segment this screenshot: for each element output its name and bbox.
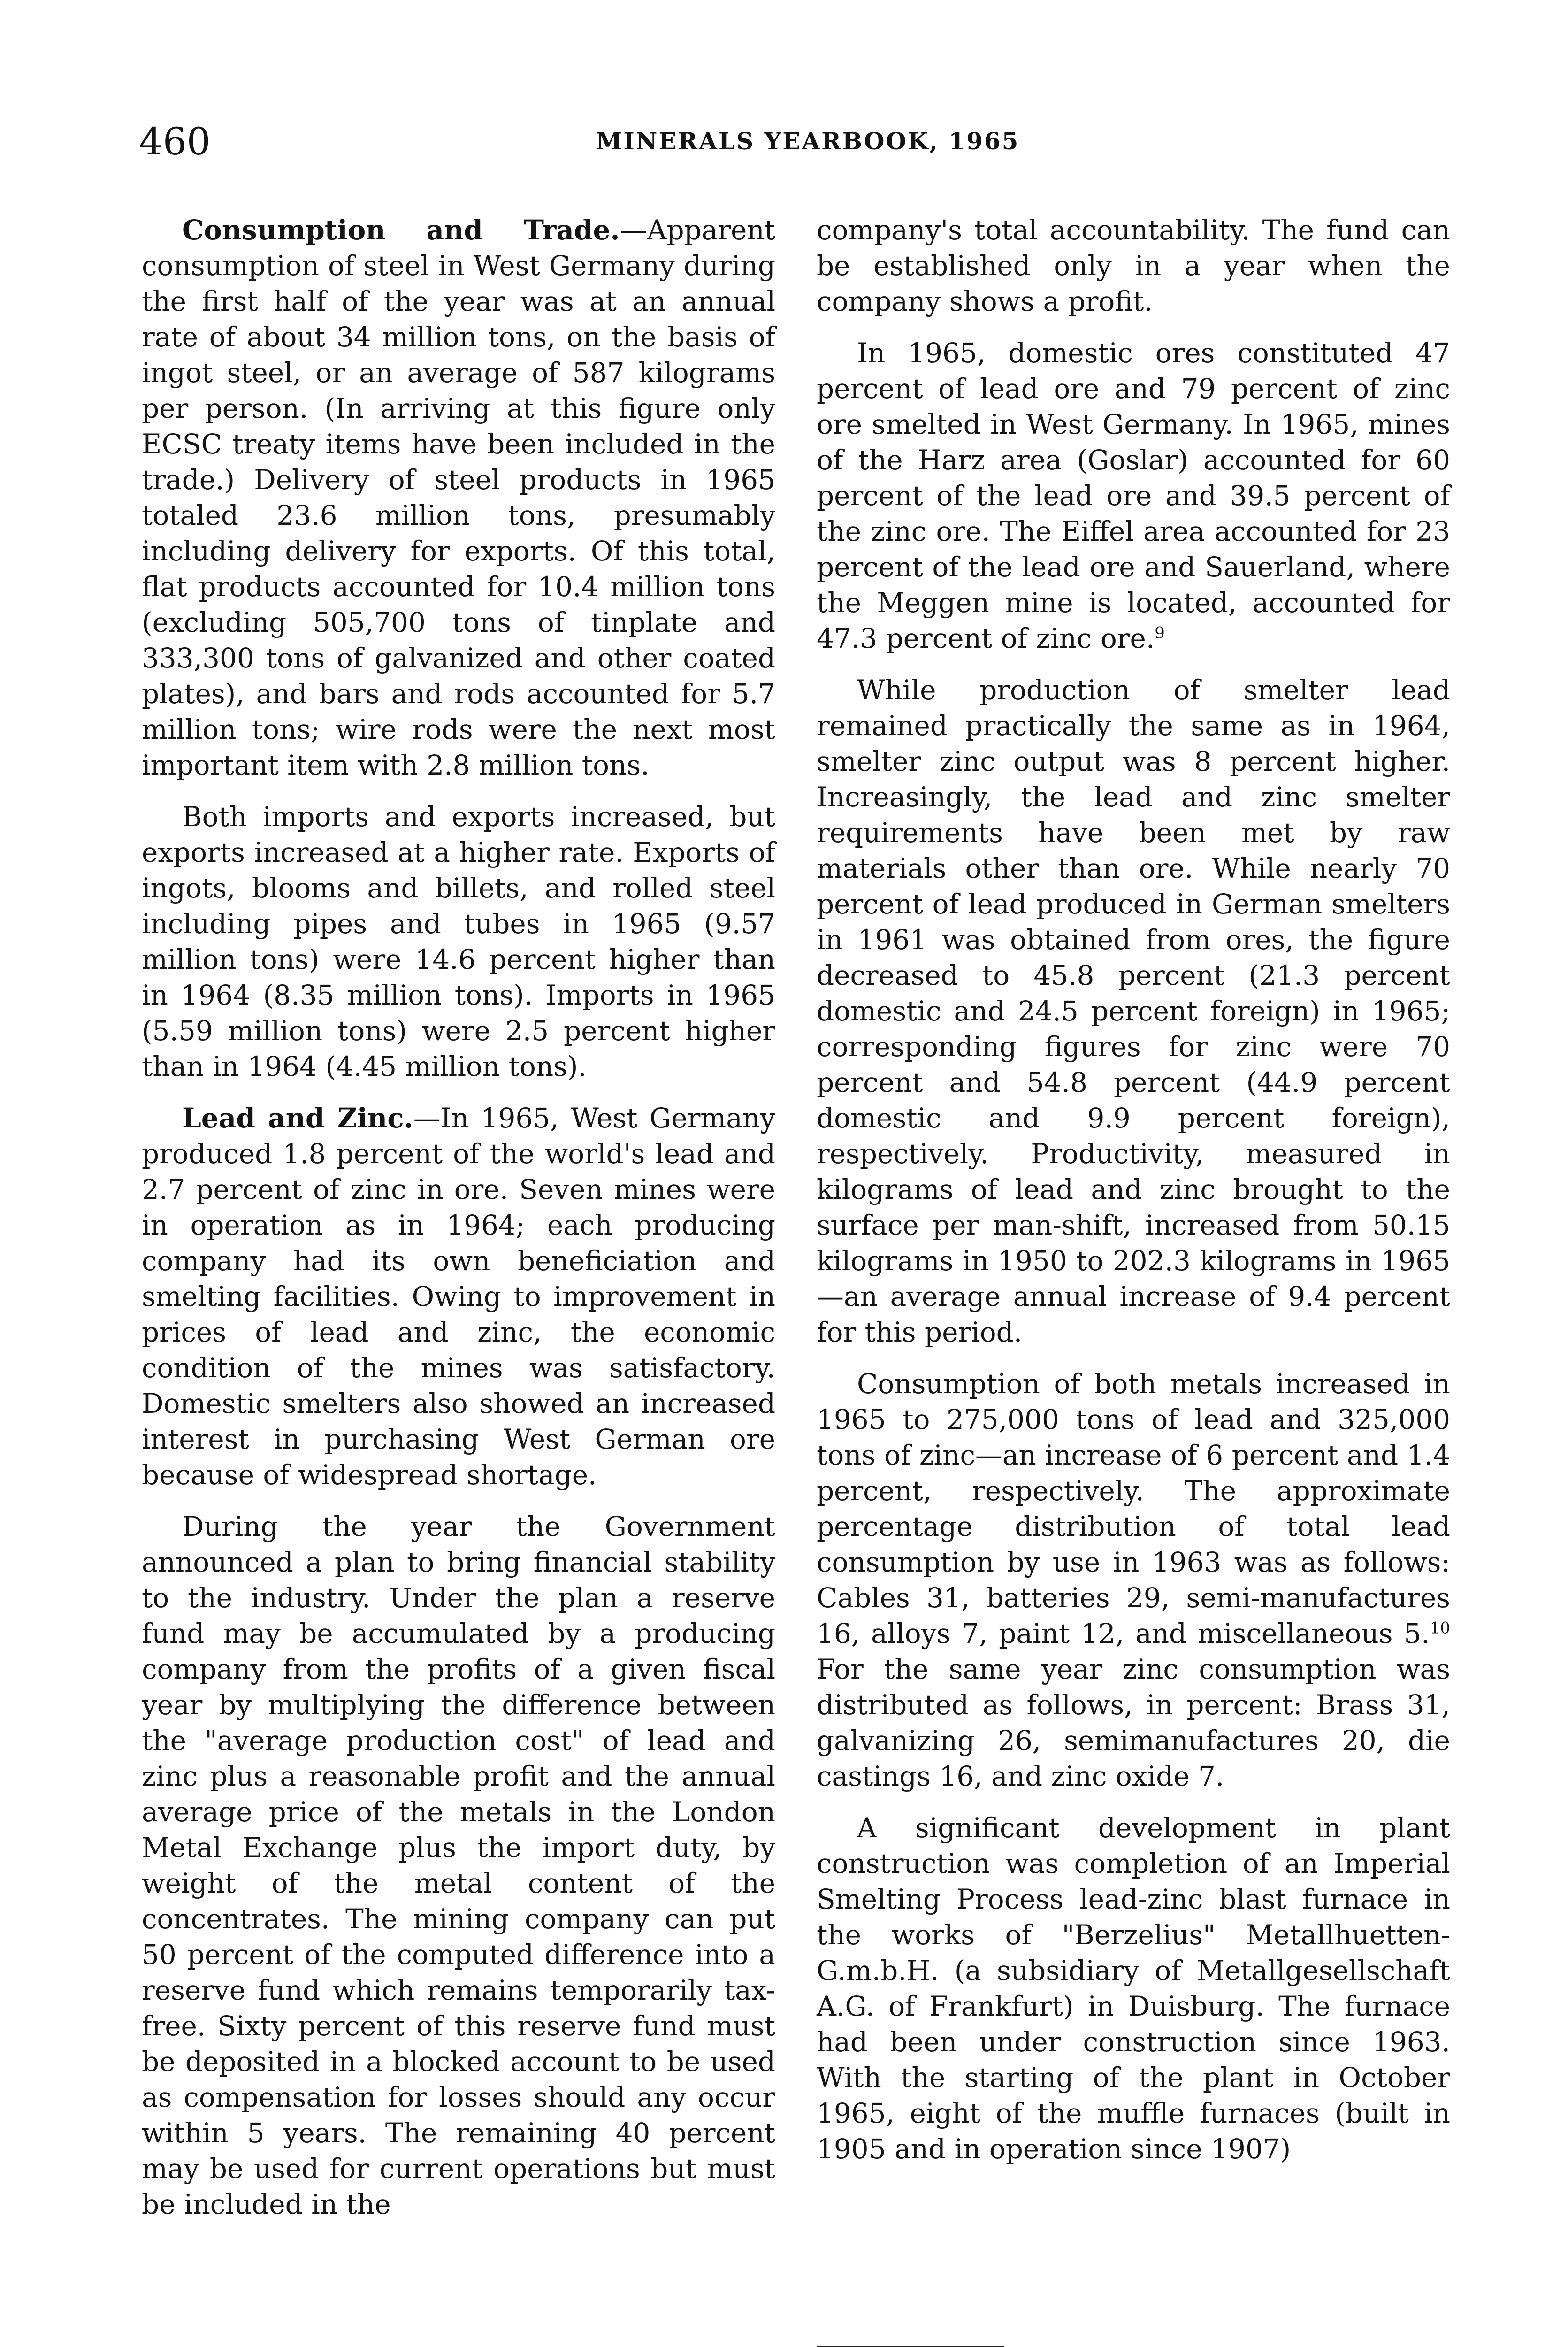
running-head: MINERALS YEARBOOK, 1965: [596, 127, 1020, 155]
paragraph-domestic-ores: [817, 335, 1450, 656]
section-heading-lead-zinc: Lead and Zinc.: [182, 1102, 413, 1134]
footnote-ref-10: 10: [1430, 1618, 1450, 1638]
paragraph-text: Consumption of both metals increased in 1965 to 275,000 tons of lead and 325,000 tons of zinc—an increase of 6 percent and 1.4 percent, respectively. The approximate percentage distribution of total lead consumption by use in 1963 was as follows: Cables 31, batteries 29, semi-manufactures 16, alloys 7, paint 12, and miscellaneous 5.: [817, 1368, 1450, 1649]
section-heading-consumption-trade: Consumption and Trade.: [182, 214, 620, 246]
paragraph-text: —Apparent consumption of steel in West Germany during the first half of the year was at an annual rate of about 34 million tons, on the basis of ingot steel, or an average of 587 kilograms per person. (In arriving at this figure only ECSC treaty items have been included in the trade.) Delivery of steel products in 1965 totaled 23.6 million tons, presumably including delivery for exports. Of this total, flat products accounted for 10.4 million tons (excluding 505,700 tons of tinplate and 333,300 tons of galvanized and other coated plates), and bars and rods accounted for 5.7 million tons; wire rods were the next most important item with 2.8 million tons.: [142, 214, 775, 781]
paragraph-government-plan: During the year the Government announced a plan to bring financial stability to the industry. Under the plan a reserve fund may be accumulated by a producing company from the profits of a given fiscal year by multiplying the difference between the "average production cost" of lead and zinc plus a reasonable profit and the annual average price of the metals in the London Metal Exchange plus the import duty, by weight of the metal content of the concentrates. The mining company can put 50 percent of the computed difference into a reserve fund which remains temporarily tax-free. Sixty percent of this reserve fund must be deposited in a blocked account to be used as compensation for losses should any occur within 5 years. The remaining 40 percent may be used for current operations but must be included in the: [142, 1511, 775, 2220]
paragraph-smelter-production: While production of smelter lead remained practically the same as in 1964, smelter zinc output was 8 percent higher. Increasingly, the lead and zinc smelter requirements have been met by raw materials other than ore. While nearly 70 percent of lead produced in German smelters in 1961 was obtained from ores, the figure decreased to 45.8 percent (21.3 percent domestic and 24.5 percent foreign) in 1965; corresponding figures for zinc were 70 percent and 54.8 percent (44.9 percent domestic and 9.9 percent foreign), respectively. Productivity, measured in kilograms of lead and zinc brought to the surface per man-shift, increased from 50.15 kilograms in 1950 to 202.3 kilograms in 1965—an average annual increase of 9.4 percent for this period.: [817, 674, 1450, 1348]
paragraph-text: —In 1965, West Germany produced 1.8 percent of the world's lead and 2.7 percent of zinc in ore. Seven mines were in operation as in 1964; each producing company had its own beneficiation and smelting facilities. Owing to improvement in prices of lead and zinc, the economic condition of the mines was satisfactory. Domestic smelters also showed an increased interest in purchasing West German ore because of widespread shortage.: [142, 1102, 776, 1491]
paragraph-text: For the same year zinc consumption was distributed as follows, in percent: Brass 31, galvanizing 26, semimanufactures 20, die castings 16, and zinc oxide 7.: [817, 1653, 1450, 1792]
paragraph-imports-exports: Both imports and exports increased, but exports increased at a higher rate. Exports of ingots, blooms and billets, and rolled steel including pipes and tubes in 1965 (9.57 million tons) were 14.6 percent higher than in 1964 (8.35 million tons). Imports in 1965 (5.59 million tons) were 2.5 percent higher than in 1964 (4.45 million tons).: [142, 801, 775, 1082]
right-column: [817, 212, 1450, 2183]
paragraph-consumption-trade: [142, 212, 775, 783]
paragraph-lead-zinc: [142, 1100, 775, 1493]
left-column: [142, 212, 775, 2238]
footnote-ref-9: 9: [1155, 623, 1165, 643]
paragraph-continued: company's total accountability. The fund can be established only in a year when the company shows a profit.: [817, 214, 1450, 317]
paragraph-consumption: [817, 1366, 1450, 1794]
paragraph-text: In 1965, domestic ores constituted 47 percent of lead ore and 79 percent of zinc ore smelted in West Germany. In 1965, mines of the Harz area (Goslar) accounted for 60 percent of the lead ore and 39.5 percent of the zinc ore. The Eiffel area accounted for 23 percent of the lead ore and Sauerland, where the Meggen mine is located, accounted for 47.3 percent of zinc ore.: [817, 337, 1450, 654]
page-number: 460: [139, 120, 211, 163]
paragraph-plant-construction: A significant development in plant construction was completion of an Imperial Smelting Process lead-zinc blast furnace in the works of "Berzelius" Metallhuetten-G.m.b.H. (a subsidiary of Metallgesellschaft A.G. of Frankfurt) in Duisburg. The furnace had been under construction since 1963. With the starting of the plant in October 1965, eight of the muffle furnaces (built in 1905 and in operation since 1907): [817, 1812, 1450, 2165]
